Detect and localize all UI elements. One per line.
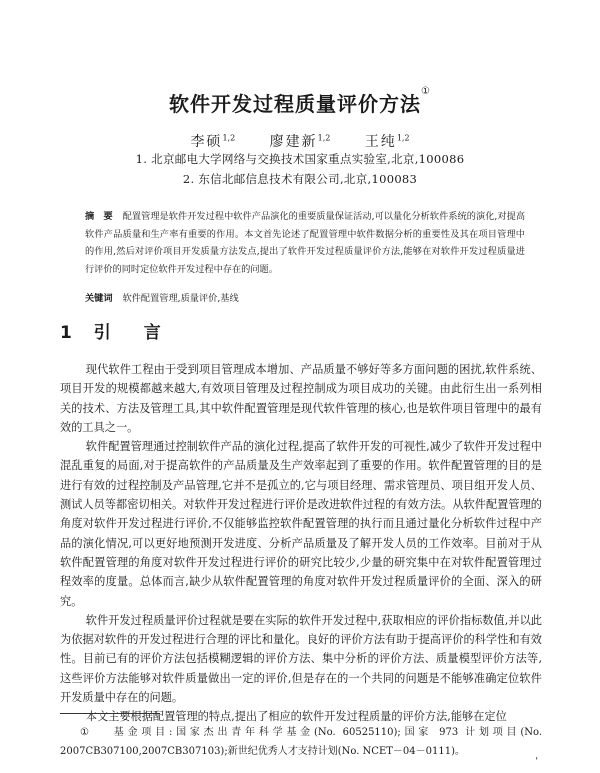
paragraph-1: 现代软件工程由于受到项目管理成本增加、产品质量不够好等多方面问题的困扰,软件系统、项目开发的规模都越来越大,有效项目管理及过程控制成为项目成功的关键。由此衍生出一系列相关的技术、方法及管理工具,其中软件配置管理是现代软件管理的核心,也是软件项目管理中的最有效的工具之一。: [60, 363, 542, 434]
footnote-divider: [60, 713, 160, 714]
section-title: 引 言: [93, 323, 169, 343]
author-3: 王纯$^{1,2}$: [364, 133, 410, 150]
paragraph-3: 软件开发过程质量评价过程就是要在实际的软件开发过程中,获取相应的评价指标数值,并以此为依据对软件的开发过程进行合理的评比和量化。良好的评价方法有助于提高评价的科学性和有效性。目前已有的评价方法包括模糊逻辑的评价方法、集中分析的评价方法、质量模型评价方法等,这些评价方法能够对软件质量做出一定的评价,但是存在的一个共同的问题是不能够准确定位软件开发质量中存在的问题。: [60, 613, 542, 705]
abstract: [85, 208, 525, 278]
author-list: [0, 131, 600, 151]
keywords: [85, 290, 525, 304]
body-text: [60, 360, 542, 727]
section-number: 1: [60, 323, 80, 343]
author-2: 廖建新$^{1,2}$: [269, 133, 331, 150]
corner-mark: ': [535, 757, 538, 767]
title-footnote-mark[interactable]: ①: [421, 86, 431, 97]
affiliation-2: 2. 东信北邮信息技术有限公司,北京,100083: [182, 172, 418, 186]
abstract-text: 配置管理是软件开发过程中软件产品演化的重要质量保证活动,可以量化分析软件系统的演化,对提高软件产品质量和生产率有重要的作用。本文首先论述了配置管理中软件数据分析的重要性及其在项目管理中的作用,然后对评价项目开发质量方法发点,提出了软件开发过程质量评价方法,能够在对软件开发过程质量进行评价的同时定位软件开发过程中存在的问题。: [85, 211, 526, 275]
paper-title-text: 软件开发过程质量评价方法: [169, 92, 422, 116]
paragraph-2: 软件配置管理通过控制软件产品的演化过程,提高了软件开发的可视性,减少了软件开发过程中混乱重复的局面,对于提高软件的产品质量及生产效率起到了重要的作用。软件配置管理的目的是进行有效的过程控制及产品管理,它并不是孤立的,它与项目经理、需求管理员、项目组开发人员、测试人员等都密切相关。对软件开发过程进行评价是改进软件过程的有效方法。从软件配置管理的角度对软件开发过程进行评价,不仅能够监控软件配置管理的执行而且通过量化分析软件过程中产品的演化情况,可以更好地预测开发进度、分析产品质量及了解开发人员的工作效率。目前对于从软件配置管理的角度对软件开发过程进行评价的研究比较少,少量的研究集中在对软件配置管理过程效率的度量。总体而言,缺少从软件配置管理的角度对软件开发过程质量评价的全面、深入的研究。: [60, 440, 542, 608]
section-heading: [60, 318, 169, 343]
affiliation-1: 1. 北京邮电大学网络与交换技术国家重点实验室,北京,100086: [135, 152, 465, 166]
footnote-text: 基金项目:国家杰出青年科学基金(No. 60525110);国家 973 计划项目(No. 2007CB307100,2007CB307103);新世纪优秀人才支持计划(No. NCET－04－0111)。: [60, 727, 542, 757]
footnote-mark: ①: [80, 727, 89, 738]
keywords-label: 关键词: [85, 293, 113, 304]
footnote: [60, 723, 542, 761]
abstract-label: 摘 要: [85, 211, 113, 222]
paper-title: [0, 88, 600, 117]
paragraph-4: 本文主要根据配置管理的特点,提出了相应的软件开发过程质量的评价方法,能够在定位: [85, 710, 507, 724]
keywords-text: 软件配置管理,质量评价,基线: [122, 293, 239, 304]
author-1: 李硕$^{1,2}$: [190, 133, 236, 150]
